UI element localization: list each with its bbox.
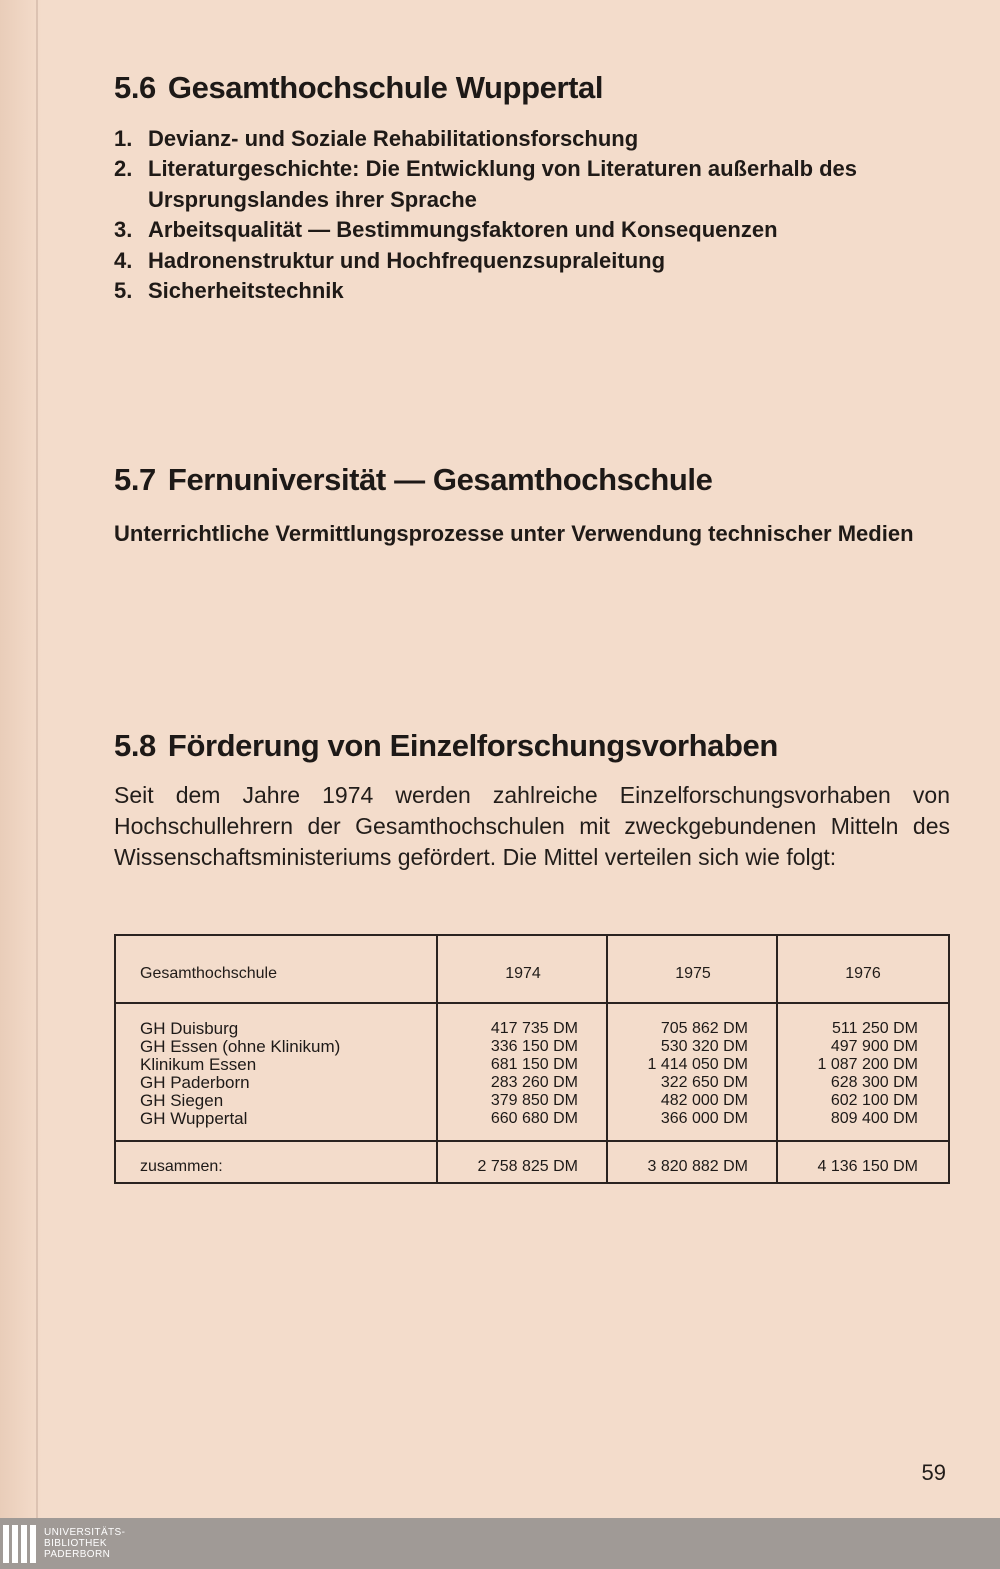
table-cell-name: GH Essen (ohne Klinikum) [140,1037,341,1056]
table-header-cell: Gesamthochschule [140,965,277,982]
section-title: Fernuniversität — Gesamthochschule [167,462,713,497]
table-cell-name: GH Duisburg [140,1019,239,1038]
table-cell-value: 530 320 DM [660,1038,748,1055]
list-item-text: Devianz- und Soziale Rehabilitationsforschung [148,125,639,151]
section-title: Gesamthochschule Wuppertal [167,70,604,105]
table-header-divider [116,1002,948,1004]
table-cell-value: 602 100 DM [830,1092,918,1109]
table-cell-name: GH Paderborn [140,1073,250,1092]
table-total-value: 2 758 825 DM [477,1158,578,1175]
list-item-number: 3. [114,217,133,243]
table-column-divider [776,936,778,1182]
section-subtitle: Unterrichtliche Vermittlungsprozesse unter Verwendung technischer Medien [114,520,914,546]
table-cell-name: Klinikum Essen [140,1055,257,1074]
table-cell-value: 660 680 DM [490,1110,578,1127]
section-number: 5.6 [114,70,156,105]
table-cell-value: 482 000 DM [660,1092,748,1109]
table-cell-value: 511 250 DM [832,1020,918,1037]
binding-spine [36,0,38,1518]
list-item [114,215,950,246]
section-number: 5.8 [114,728,156,763]
table-cell-value: 1 087 200 DM [817,1056,918,1073]
section-number: 5.7 [114,462,156,497]
section-heading [114,728,950,764]
table-header-cell: 1975 [675,965,711,982]
table-cell-value: 809 400 DM [830,1110,918,1127]
project-list [114,124,950,307]
library-logo [0,1518,160,1569]
table-total-divider [116,1140,948,1142]
table-cell-name: GH Wuppertal [140,1109,248,1128]
section-5-7 [114,462,950,549]
list-item [114,154,950,215]
section-body-text: Seit dem Jahre 1974 werden zahlreiche Einzelforschungsvorhaben von Hochschullehrern der Gesamthochschulen mit zweckgebundenen Mitteln des Wissenschaftsministeriums gefördert. Die Mittel verteilen sich wie folgt: [114,781,950,870]
table-header-cell: 1974 [505,965,541,982]
table-cell-value: 322 650 DM [660,1074,748,1091]
list-item [114,124,950,155]
table-total-label: zusammen: [140,1158,223,1175]
table-column-divider [436,936,438,1182]
library-logo-icon [3,1525,36,1563]
table-total-value: 3 820 882 DM [647,1158,748,1175]
page-number: 59 [921,1460,946,1485]
list-item-number: 5. [114,278,133,304]
list-item-number: 1. [114,125,133,151]
table-1974-column [460,1020,578,1128]
list-item-number: 2. [114,156,133,182]
table-cell-value: 379 850 DM [490,1092,578,1109]
library-logo-text [44,1527,125,1560]
list-item [114,276,950,307]
table-cell-value: 628 300 DM [830,1074,918,1091]
logo-line: BIBLIOTHEK [44,1538,107,1549]
table-1976-column [800,1020,918,1128]
table-cell-value: 366 000 DM [660,1110,748,1127]
logo-line: UNIVERSITÄTS- [44,1527,126,1538]
table-cell-value: 681 150 DM [490,1056,578,1073]
table-1975-column [630,1020,748,1128]
table-cell-value: 336 150 DM [490,1038,578,1055]
section-heading [114,70,950,106]
logo-line: PADERBORN [44,1549,111,1560]
list-item [114,246,950,277]
table-column-divider [606,936,608,1182]
table-cell-value: 1 414 050 DM [647,1056,748,1073]
section-title: Förderung von Einzelforschungsvorhaben [167,728,778,763]
list-item-text: Arbeitsqualität — Bestimmungsfaktoren und Konsequenzen [148,217,778,243]
table-cell-value: 705 862 DM [660,1020,748,1037]
table-total-value: 4 136 150 DM [817,1158,918,1175]
table-cell-value: 417 735 DM [490,1020,578,1037]
table-cell-name: GH Siegen [140,1091,224,1110]
table-header-cell: 1976 [845,965,881,982]
list-item-text: Hadronenstruktur und Hochfrequenzsupraleitung [148,247,666,273]
list-item-text: Literaturgeschichte: Die Entwicklung von Literaturen außerhalb des Ursprungslandes ihrer Sprache [148,156,858,212]
list-item-text: Sicherheitstechnik [148,278,344,304]
table-name-column [140,1020,430,1128]
table-cell-value: 497 900 DM [830,1038,918,1055]
funding-table [114,934,950,1184]
section-5-8 [114,728,950,1175]
section-5-6 [114,70,950,307]
list-item-number: 4. [114,247,133,273]
section-heading [114,462,950,498]
table-cell-value: 283 260 DM [490,1074,578,1091]
